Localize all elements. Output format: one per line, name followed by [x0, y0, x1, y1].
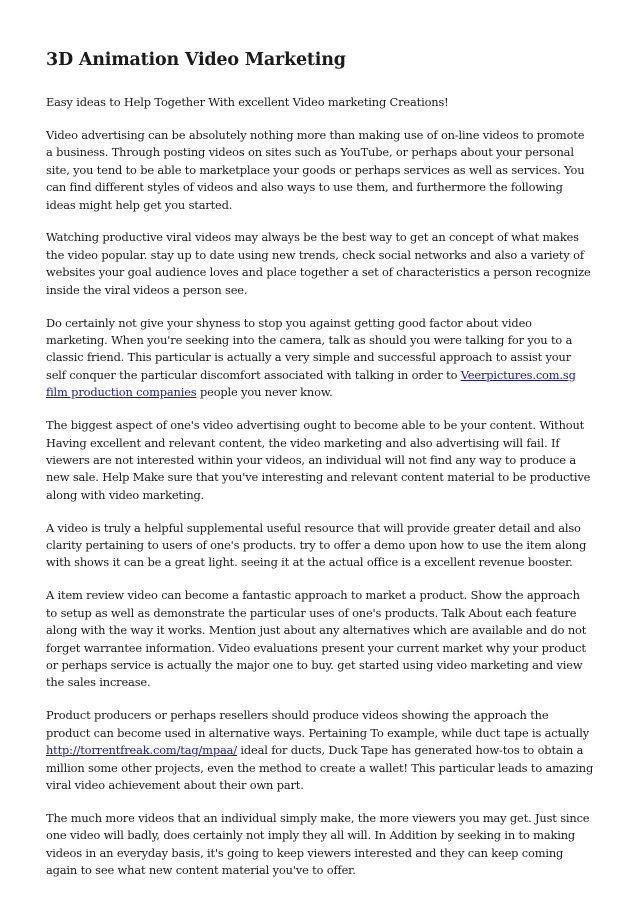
paragraph-8: The much more videos that an individual simply make, the more viewers you may get. Just since one video will badly, does certainly not imply they all will. In Addition by seeking in to making videos in an everyday basis, it's going to keep viewers interested and they can keep coming again to see what new content material you've to offer.	[46, 810, 590, 878]
torrentfreak-link[interactable]: http://torrentfreak.com/tag/mpaa/	[46, 743, 237, 758]
veerpictures-link[interactable]: Veerpictures.com.sg film production companies	[46, 367, 576, 400]
paragraph-3-text-after: people you never know.	[196, 385, 333, 400]
paragraph-7-text-before: Product producers or perhaps resellers should produce videos showing the approach the product can become used in alternative ways. Pertaining To example, while duct tape is actually	[46, 708, 590, 740]
paragraph-3	[46, 315, 594, 402]
paragraph-2: Watching productive viral videos may always be the best way to get an concept of what makes the video popular. stay up to date using new trends, check social networks and also a variety of websites your goal audience loves and place together a set of characteristics a person recognize inside the viral videos a person see.	[46, 230, 591, 297]
intro-paragraph: Easy ideas to Help Together With excellent Video marketing Creations!	[46, 95, 449, 109]
paragraph-5: A video is truly a helpful supplemental useful resource that will provide greater detail and also clarity pertaining to users of one's products. try to offer a demo upon how to use the item along with shows it can be a great light. seeing it at the actual office is a excellent revenue booster.	[46, 520, 587, 570]
paragraph-1: Video advertising can be absolutely nothing more than making use of on-line videos to promote a business. Through posting videos on sites such as YouTube, or perhaps about your personal site, you tend to be able to marketplace your goods or perhaps services as well as services. You can find different styles of videos and also ways to use them, and furthermore the following ideas might help get you started.	[46, 127, 585, 212]
paragraph-3-text-before: Do certainly not give your shyness to stop you against getting good factor about video marketing. When you're seeking into the camera, talk as should you were talking for you to a classic friend. This particular is actually a very simple and successful approach to assist your self conquer the particular discomfort associated with talking in order to	[46, 315, 573, 382]
paragraph-4: The biggest aspect of one's video advertising ought to become able to be your content. Without Having excellent and relevant content, the video marketing and also advertising will fail. If viewers are not interested within your videos, an individual will not find any way to produce a new sale. Help Make sure that you've interesting and relevant content material to be productive along with video marketing.	[46, 418, 591, 502]
document-title: 3D Animation Video Marketing	[46, 50, 346, 70]
document-page	[46, 48, 594, 895]
paragraph-6: A item review video can become a fantastic approach to market a product. Show the approach to setup as well as demonstrate the particular uses of one's products. Talk About each feature along with the way it works. Mention just about any alternatives which are available and do not forget warrantee information. Video evaluations present your current market why your product or perhaps service is actually the major one to buy. get started using video marketing and view the sales increase.	[46, 588, 587, 690]
paragraph-7-text-after: ideal for ducts, Duck Tape has generated how-tos to obtain a million some other projects, even the method to create a wallet! This particular leads to amazing viral video achievement about their own part.	[46, 743, 594, 792]
paragraph-7	[46, 707, 594, 794]
